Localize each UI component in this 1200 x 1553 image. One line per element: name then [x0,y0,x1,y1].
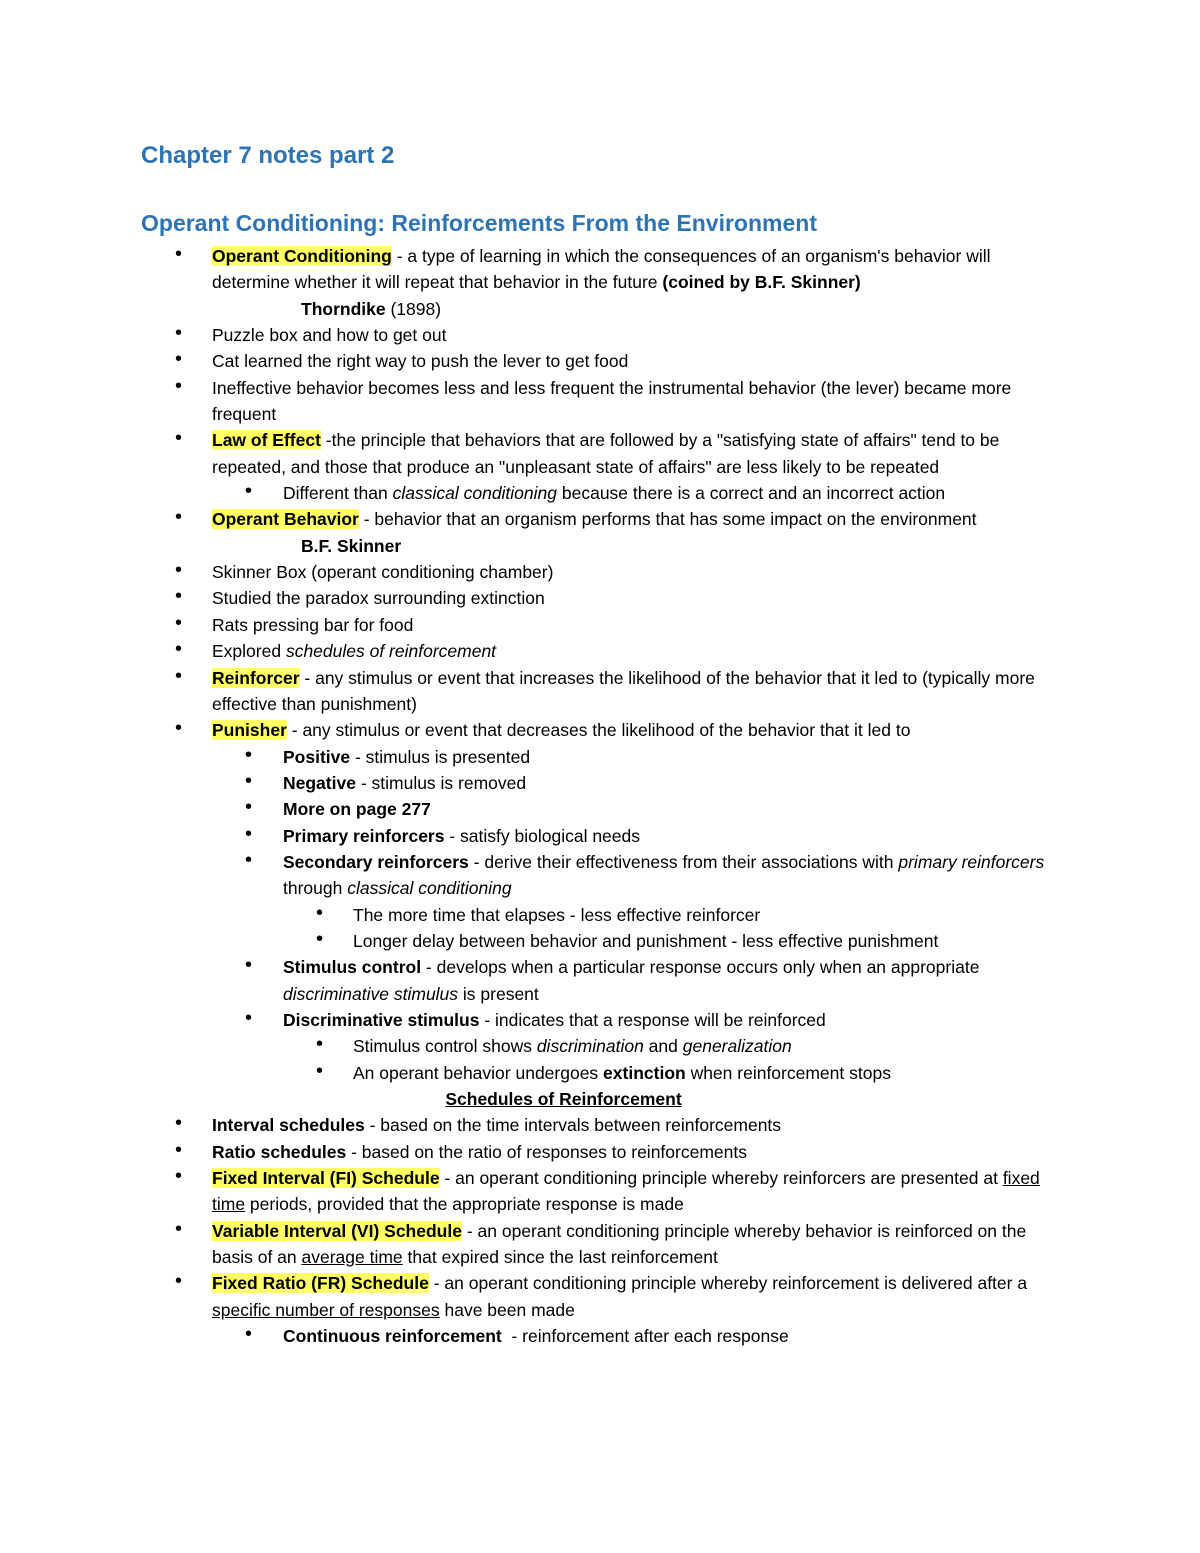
list-item: • The more time that elapses - less effective reinforcer [0,902,1200,928]
list-item: • Interval schedules - based on the time intervals between reinforcements [0,1112,1200,1138]
list-item: • More on page 277 [0,796,1200,822]
list-item: • Negative - stimulus is removed [0,770,1200,796]
document-title: Chapter 7 notes part 2 [141,142,395,169]
highlighted-term: Operant Behavior [212,509,359,530]
list-item: • Stimulus control - develops when a particular response occurs only when an appropriate discriminative stimulus is present [0,954,1200,1007]
list-item: • Continuous reinforcement - reinforcement after each response [0,1323,1200,1349]
list-item: • Puzzle box and how to get out [0,322,1200,348]
highlighted-term: Reinforcer [212,667,300,688]
highlighted-term: Operant Conditioning [212,246,392,266]
list-item: • Law of Effect -the principle that behaviors that are followed by a "satisfying state of affairs" tend to be repeated, and those that produce an "unpleasant state of affairs" are less likely to be repeated [0,427,1200,480]
list-item: • Fixed Interval (FI) Schedule - an operant conditioning principle whereby reinforcers are presented at fixed time periods, provided that the appropriate response is made [0,1165,1200,1218]
list-item: • Different than classical conditioning because there is a correct and an incorrect action [0,480,1200,506]
list-item: • Variable Interval (VI) Schedule - an operant conditioning principle whereby behavior is reinforced on the basis of an average time that expired since the last reinforcement [0,1218,1200,1271]
list-item: • Primary reinforcers - satisfy biological needs [0,823,1200,849]
highlighted-term: Fixed Interval (FI) Schedule [212,1168,440,1189]
list-item: • Cat learned the right way to push the lever to get food [0,348,1200,374]
list-item: • Rats pressing bar for food [0,612,1200,638]
notes-body [0,243,1200,1349]
subheading-thorndike: Thorndike (1898) [301,298,442,319]
list-item: • Punisher - any stimulus or event that decreases the likelihood of the behavior that it led to [0,717,1200,743]
list-item: • Operant Behavior - behavior that an organism performs that has some impact on the environment [0,506,1200,532]
highlighted-term: Fixed Ratio (FR) Schedule [212,1273,429,1294]
list-item: • Stimulus control shows discrimination and generalization [0,1033,1200,1059]
schedules-heading: Schedules of Reinforcement [445,1089,682,1109]
list-item: • Explored schedules of reinforcement [0,638,1200,664]
list-item: • Reinforcer - any stimulus or event that increases the likelihood of the behavior that it led to (typically more effective than punishment) [0,665,1200,718]
list-item: • Ineffective behavior becomes less and less frequent the instrumental behavior (the lever) became more frequent [0,375,1200,428]
list-item: • Skinner Box (operant conditioning chamber) [0,559,1200,585]
list-item: • Positive - stimulus is presented [0,744,1200,770]
list-item: • Ratio schedules - based on the ratio of responses to reinforcements [0,1139,1200,1165]
list-item: • Operant Conditioning - a type of learning in which the consequences of an organism's behavior will determine whether it will repeat that behavior in the future (coined by B.F. Skinner) [0,243,1200,296]
subheading-skinner: B.F. Skinner [301,535,402,556]
highlighted-term: Law of Effect [212,430,321,451]
list-item: • Fixed Ratio (FR) Schedule - an operant conditioning principle whereby reinforcement is delivered after a specific number of responses have been made [0,1270,1200,1323]
list-item: • Discriminative stimulus - indicates that a response will be reinforced [0,1007,1200,1033]
highlighted-term: Variable Interval (VI) Schedule [212,1220,462,1241]
list-item: • Secondary reinforcers - derive their effectiveness from their associations with primary reinforcers through classical conditioning [0,849,1200,902]
list-item: • Studied the paradox surrounding extinction [0,585,1200,611]
list-item: • An operant behavior undergoes extinction when reinforcement stops [0,1060,1200,1086]
list-item: • Longer delay between behavior and punishment - less effective punishment [0,928,1200,954]
section-heading: Operant Conditioning: Reinforcements From the Environment [141,210,817,236]
highlighted-term: Punisher [212,720,287,741]
